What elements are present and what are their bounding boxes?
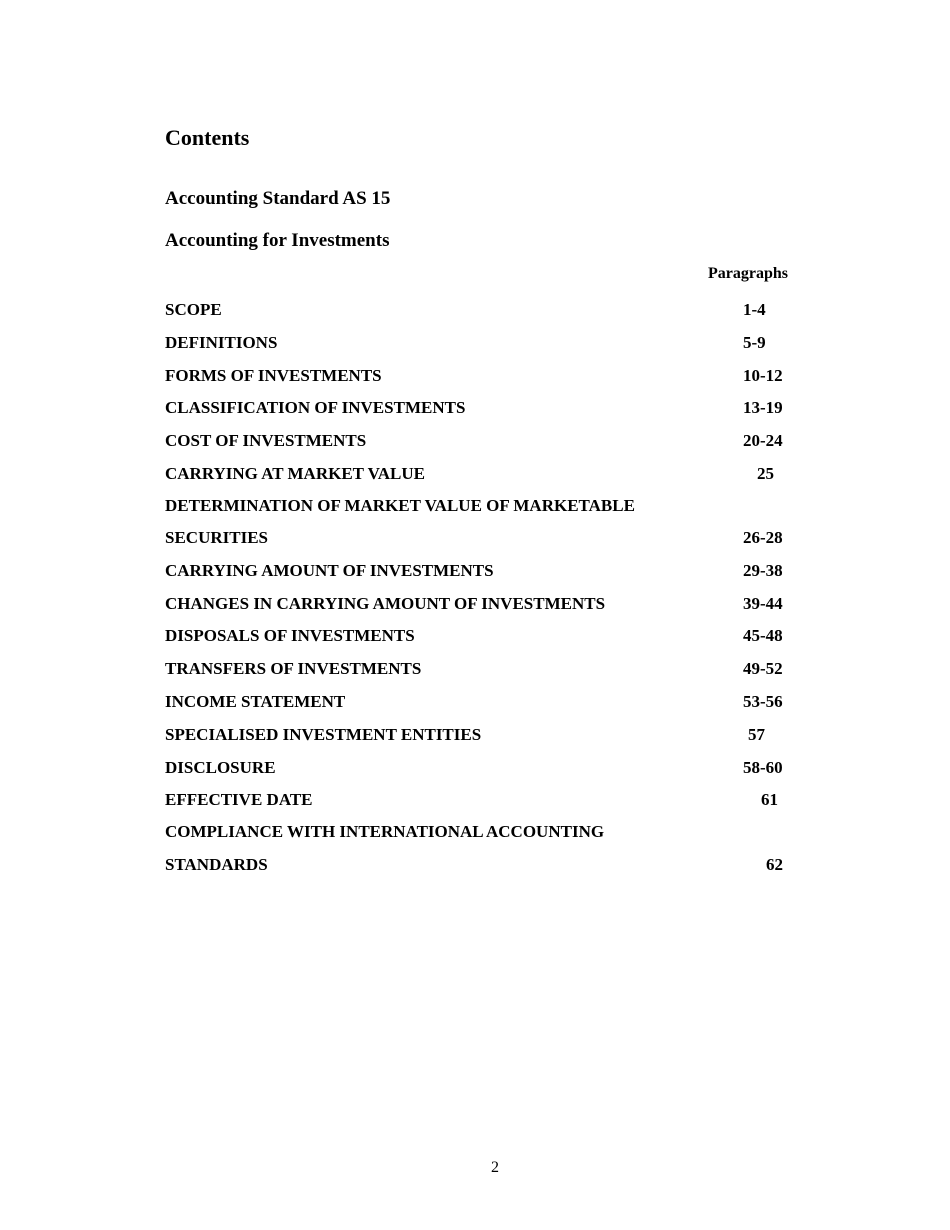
toc-entry: [165, 659, 805, 681]
toc-entry-paragraphs: 20-24: [743, 431, 783, 450]
toc-entry: [165, 496, 805, 518]
page-title: Contents: [165, 125, 250, 150]
toc-entry-paragraphs: 26-28: [743, 528, 783, 547]
toc-entry: [165, 464, 805, 486]
toc-entry-label: EFFECTIVE DATE: [165, 790, 313, 809]
toc-entry-label: COST OF INVESTMENTS: [165, 431, 367, 450]
toc-entry-paragraphs: 25: [757, 464, 774, 483]
toc-entry-paragraphs: 57: [748, 725, 765, 744]
toc-entry-label: INCOME STATEMENT: [165, 692, 346, 711]
toc-entry-label: SECURITIES: [165, 528, 268, 547]
toc-entry-paragraphs: 39-44: [743, 594, 783, 613]
toc-entry: [165, 725, 805, 747]
toc-entry-label: DISPOSALS OF INVESTMENTS: [165, 626, 415, 645]
toc-entry-label: TRANSFERS OF INVESTMENTS: [165, 659, 422, 678]
toc-entry-paragraphs: 5-9: [743, 333, 766, 352]
toc-entry-paragraphs: 45-48: [743, 626, 783, 645]
toc-entry-paragraphs: 10-12: [743, 366, 783, 385]
toc-entry-label: SPECIALISED INVESTMENT ENTITIES: [165, 725, 482, 744]
standard-title: Accounting Standard AS 15: [165, 188, 391, 209]
toc-entry: [165, 822, 805, 844]
toc-entry: [165, 626, 805, 648]
toc-entry-paragraphs: 62: [766, 855, 783, 874]
toc-entry: [165, 528, 805, 550]
toc-entry-paragraphs: 49-52: [743, 659, 783, 678]
paragraphs-column-header: Paragraphs: [708, 265, 788, 282]
toc-entry-label: CHANGES IN CARRYING AMOUNT OF INVESTMENTS: [165, 594, 606, 613]
toc-entry-label: CLASSIFICATION OF INVESTMENTS: [165, 398, 466, 417]
toc-entry-label: STANDARDS: [165, 855, 268, 874]
toc-entry: [165, 398, 805, 420]
toc-entry-label: DISCLOSURE: [165, 758, 276, 777]
page-number: 2: [491, 1159, 499, 1176]
toc-entry-label: CARRYING AT MARKET VALUE: [165, 464, 425, 483]
toc-entry: [165, 758, 805, 780]
toc-entry-paragraphs: 58-60: [743, 758, 783, 777]
toc-entry-label: SCOPE: [165, 300, 222, 319]
standard-subtitle: Accounting for Investments: [165, 230, 390, 251]
toc-entry-label: CARRYING AMOUNT OF INVESTMENTS: [165, 561, 494, 580]
toc-entry-paragraphs: 29-38: [743, 561, 783, 580]
toc-entry: [165, 431, 805, 453]
toc-entry: [165, 366, 805, 388]
toc-entry-label: DEFINITIONS: [165, 333, 278, 352]
toc-entry: [165, 692, 805, 714]
toc-entry: [165, 300, 805, 322]
toc-entry: [165, 333, 805, 355]
toc-entry-label: FORMS OF INVESTMENTS: [165, 366, 382, 385]
toc-entry: [165, 790, 805, 812]
toc-entry: [165, 561, 805, 583]
toc-entry: [165, 594, 805, 616]
toc-entry-label: DETERMINATION OF MARKET VALUE OF MARKETABLE: [165, 496, 635, 515]
toc-entry-paragraphs: 1-4: [743, 300, 766, 319]
toc-entry-paragraphs: 61: [761, 790, 778, 809]
toc-entry-paragraphs: 13-19: [743, 398, 783, 417]
toc-entry: [165, 855, 805, 877]
toc-entry-paragraphs: 53-56: [743, 692, 783, 711]
toc-entry-label: COMPLIANCE WITH INTERNATIONAL ACCOUNTING: [165, 822, 605, 841]
